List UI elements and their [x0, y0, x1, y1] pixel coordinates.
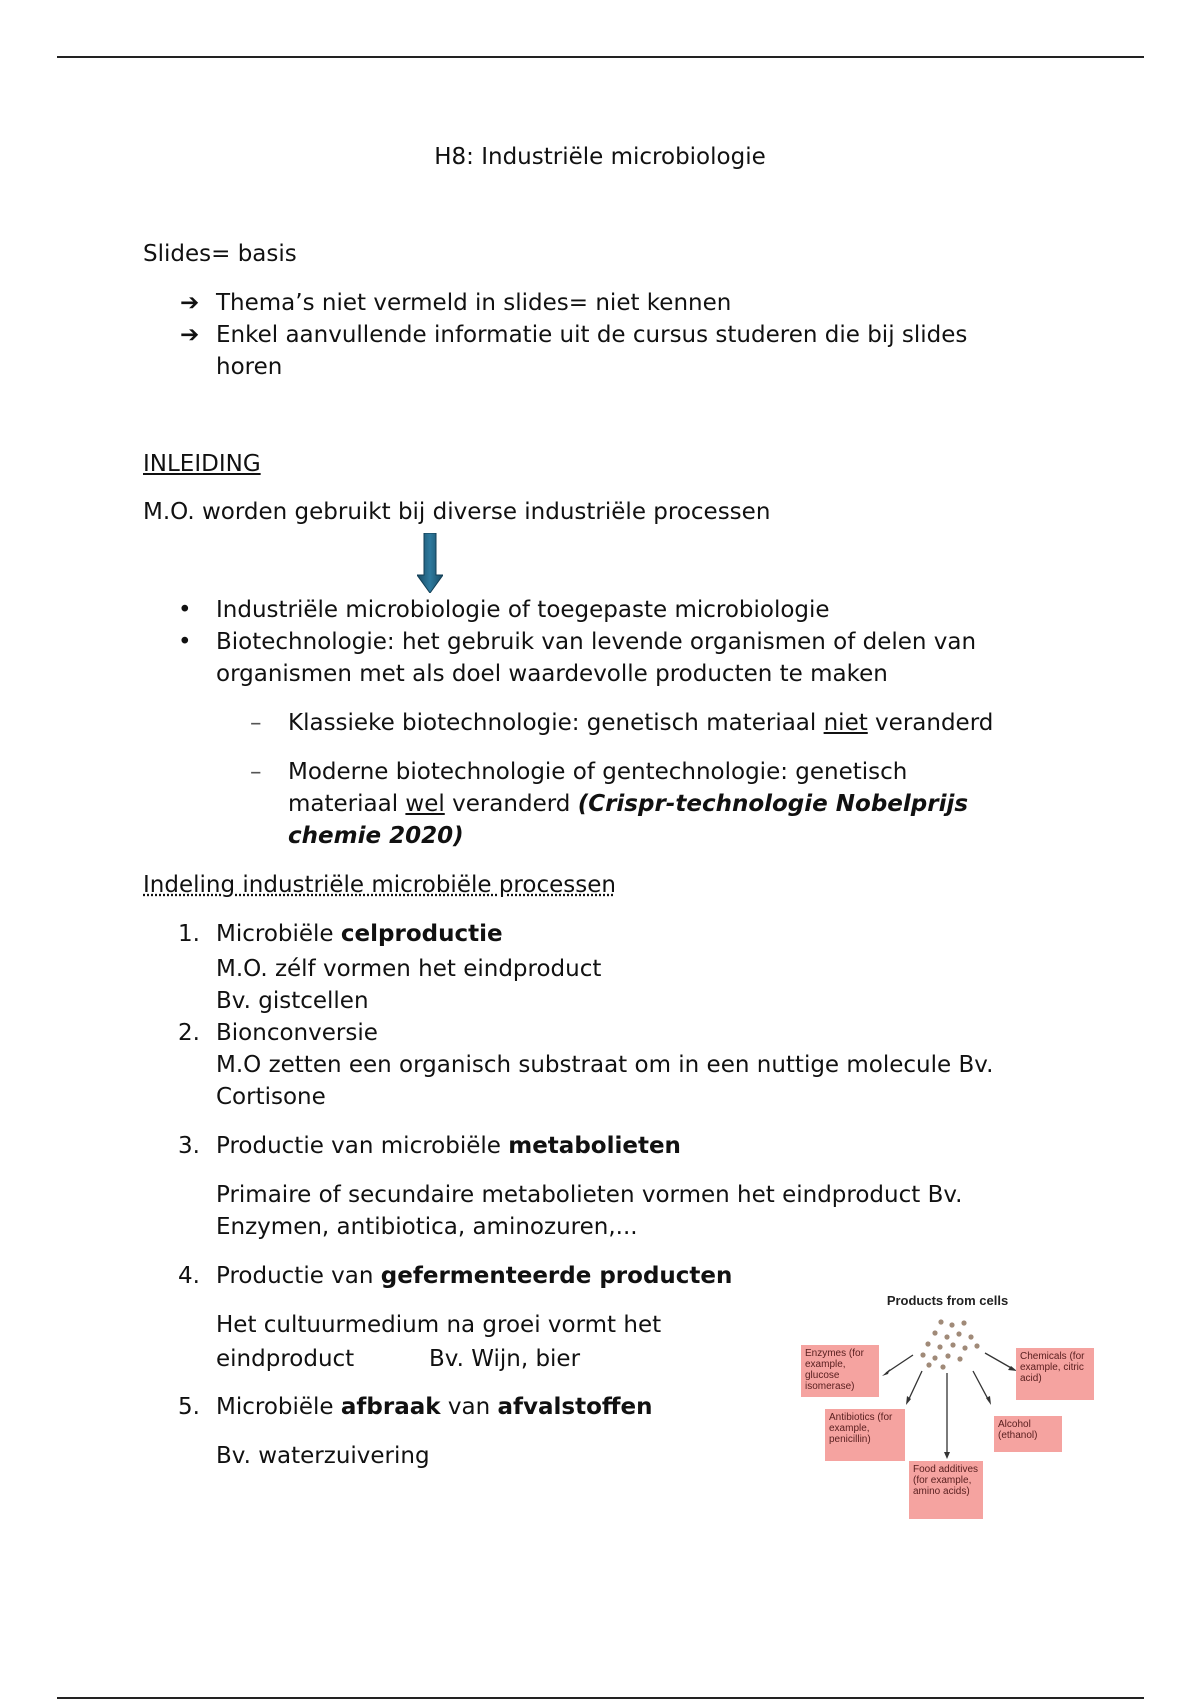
list-number: 5.: [178, 1394, 200, 1420]
list-item-4-text: Productie van: [216, 1263, 381, 1289]
intro-line: Slides= basis: [143, 241, 297, 267]
bullet-item-1: Industriële microbiologie of toegepaste microbiologie: [216, 597, 830, 623]
arrow-right-icon: ➔: [180, 322, 200, 348]
list-item-3-bold: metabolieten: [508, 1133, 681, 1159]
sub-bullet-1-text-end: veranderd: [867, 710, 994, 736]
arrow-item-1: Thema’s niet vermeld in slides= niet kennen: [216, 290, 732, 316]
bullet-dot-icon: •: [178, 597, 192, 623]
sub-bullet-2-emphasis-cont: chemie 2020): [288, 823, 464, 849]
list-item-4-bold: gefermenteerde producten: [380, 1263, 733, 1289]
sub-bullet-2-underlined: wel: [405, 791, 445, 817]
sub-bullet-2-text: materiaal: [288, 791, 406, 817]
list-item-5-text: Microbiële: [216, 1394, 341, 1420]
box-chemicals: Chemicals (for example, citric acid): [1016, 1348, 1094, 1400]
list-item-3-para2: Enzymen, antibiotica, aminozuren,...: [216, 1214, 638, 1240]
sub-bullet-2-emphasis: (Crispr-technologie Nobelprijs: [577, 791, 969, 817]
sub-bullet-1: [288, 707, 993, 739]
list-item-4-para2-example: Bv. Wijn, bier: [429, 1346, 581, 1372]
bullet-item-2: Biotechnologie: het gebruik van levende organismen of delen van: [216, 629, 977, 655]
sub-bullet-2-text-mid: veranderd: [444, 791, 578, 817]
sub-bullet-1-underlined: niet: [823, 710, 868, 736]
box-food-additives: Food additives (for example, amino acids): [909, 1461, 983, 1519]
dash-bullet-icon: –: [250, 759, 262, 785]
list-item-4-para2: eindproduct: [216, 1346, 355, 1372]
list-item-5-bold-1: afbraak: [340, 1394, 441, 1420]
top-rule: [57, 56, 1144, 58]
figure-title: Products from cells: [886, 1293, 1009, 1308]
list-item-1-line2: M.O. zélf vormen het eindproduct: [216, 956, 602, 982]
sub-bullet-2-cont: [288, 788, 968, 820]
list-item-1: [216, 918, 503, 950]
list-item-1-line3: Bv. gistcellen: [216, 988, 369, 1014]
list-item-1-bold: celproductie: [340, 921, 503, 947]
list-item-3-text: Productie van microbiële: [216, 1133, 509, 1159]
list-item-5-bold-2: afvalstoffen: [497, 1394, 653, 1420]
list-number: 4.: [178, 1263, 200, 1289]
bottom-rule: [57, 1697, 1144, 1699]
section-heading: INLEIDING: [143, 451, 261, 477]
cell-cluster: [920, 1319, 979, 1369]
list-item-4-para1: Het cultuurmedium na groei vormt het: [216, 1312, 662, 1338]
list-item-3: [216, 1130, 681, 1162]
box-enzymes: Enzymes (for example, glucose isomerase): [801, 1345, 879, 1397]
bullet-dot-icon: •: [178, 629, 192, 655]
subheading: Indeling industriële microbiële processen: [143, 872, 616, 898]
list-item-5: [216, 1391, 653, 1423]
list-item-2-line3: Cortisone: [216, 1084, 326, 1110]
products-figure: [795, 1293, 1100, 1525]
box-antibiotics: Antibiotics (for example, penicillin): [825, 1409, 905, 1461]
list-item-2: Bionconversie: [216, 1020, 378, 1046]
dash-bullet-icon: –: [250, 710, 262, 736]
section-line: M.O. worden gebruikt bij diverse industriële processen: [143, 499, 771, 525]
list-item-1-text: Microbiële: [216, 921, 341, 947]
list-item-5-para1: Bv. waterzuivering: [216, 1443, 430, 1469]
page-title: H8: Industriële microbiologie: [434, 144, 766, 170]
list-number: 1.: [178, 921, 200, 947]
arrow-item-2-cont: horen: [216, 354, 283, 380]
sub-bullet-2: Moderne biotechnologie of gentechnologie: genetisch: [288, 759, 908, 785]
bullet-item-2-cont: organismen met als doel waardevolle producten te maken: [216, 661, 888, 687]
list-number: 3.: [178, 1133, 200, 1159]
list-item-3-para1: Primaire of secundaire metabolieten vormen het eindproduct Bv.: [216, 1182, 963, 1208]
list-number: 2.: [178, 1020, 200, 1046]
list-item-4: [216, 1260, 732, 1292]
box-alcohol: Alcohol (ethanol): [994, 1416, 1062, 1452]
arrow-right-icon: ➔: [180, 290, 200, 316]
down-arrow-icon: [417, 533, 443, 593]
sub-bullet-1-text: Klassieke biotechnologie: genetisch materiaal: [288, 710, 824, 736]
list-item-2-line2: M.O zetten een organisch substraat om in een nuttige molecule Bv.: [216, 1052, 994, 1078]
arrow-item-2: Enkel aanvullende informatie uit de cursus studeren die bij slides: [216, 322, 968, 348]
list-item-5-text-mid: van: [440, 1394, 498, 1420]
